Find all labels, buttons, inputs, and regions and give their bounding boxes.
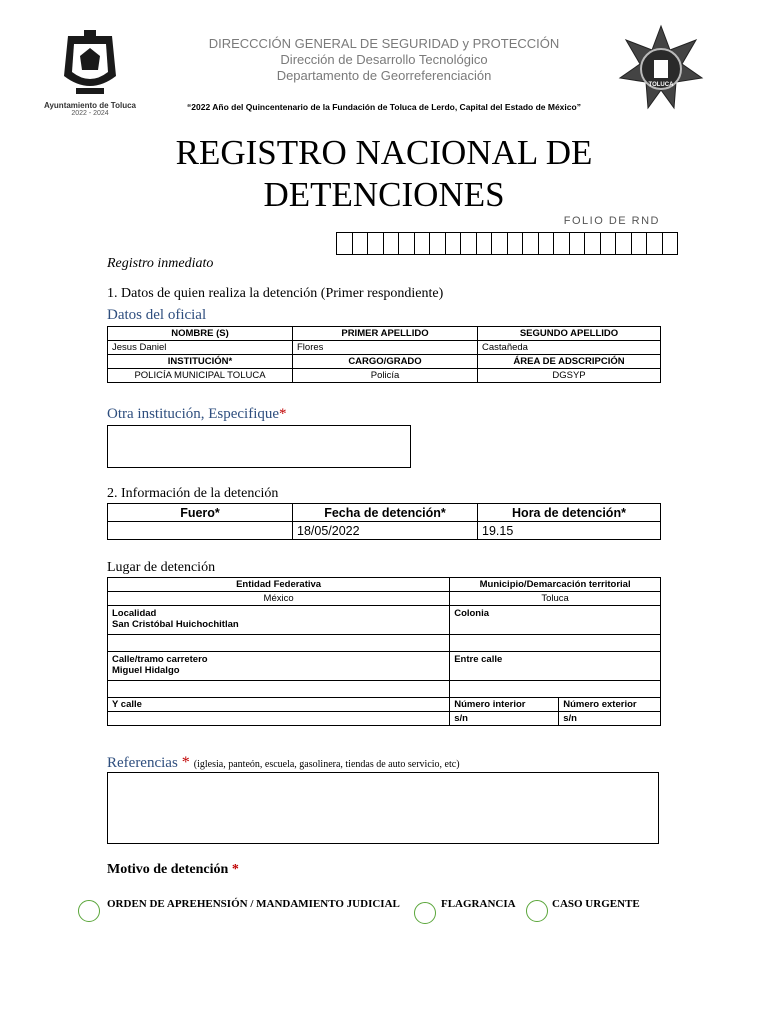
registro-label: Registro inmediato: [107, 256, 214, 271]
section1-heading: 1. Datos de quien realiza la detención (Primer respondiente): [107, 286, 444, 301]
header-line1: DIRECCCIÓN GENERAL DE SEGURIDAD y PROTECCIÓN: [208, 36, 560, 51]
nombre-field[interactable]: Jesus Daniel: [108, 341, 293, 355]
caso-urgente-option-label: CASO URGENTE: [552, 898, 640, 910]
lugar-heading: Lugar de detención: [107, 560, 216, 575]
police-star-icon: [618, 24, 704, 110]
flagrancia-radio[interactable]: [414, 902, 436, 924]
header-motto: “2022 Año del Quincentenario de la Fundación de Toluca de Lerdo, Capital del Estado de México”: [187, 102, 581, 112]
motivo-label: [107, 862, 239, 878]
calle-cell[interactable]: [108, 652, 450, 681]
institucion-field[interactable]: POLICÍA MUNICIPAL TOLUCA: [108, 369, 293, 383]
area-field[interactable]: DGSYP: [478, 369, 661, 383]
col-hora-header: Hora de detención*: [478, 504, 661, 522]
header-line2: Dirección de Desarrollo Tecnológico: [280, 52, 488, 67]
required-asterisk: *: [181, 754, 190, 771]
entre-calle-extra-field[interactable]: [450, 681, 661, 698]
entre-calle-cell[interactable]: [450, 652, 661, 681]
police-badge-logo: [618, 24, 704, 110]
referencias-label: [107, 754, 460, 772]
colonia-label: Colonia: [454, 608, 490, 619]
num-ext-label: Número exterior: [559, 698, 661, 712]
otra-label-text: Otra institución, Especifique: [107, 406, 280, 422]
colonia-extra-field[interactable]: [450, 635, 661, 652]
ycalle-label: Y calle: [108, 698, 450, 712]
coat-of-arms-icon: [40, 26, 140, 98]
num-ext-field[interactable]: s/n: [559, 712, 661, 726]
num-int-label: Número interior: [450, 698, 559, 712]
calle-value: Miguel Hidalgo: [112, 665, 180, 676]
col-area-header: ÁREA DE ADSCRIPCIÓN: [478, 355, 661, 369]
calle-extra-field[interactable]: [108, 681, 450, 698]
hora-field[interactable]: 19.15: [478, 522, 661, 540]
detencion-table: [107, 503, 661, 540]
motivo-label-text: Motivo de detención: [107, 862, 229, 877]
col-fuero-header: Fuero*: [108, 504, 293, 522]
orden-option-label: ORDEN DE APREHENSIÓN / MANDAMIENTO JUDICIAL: [107, 898, 400, 910]
col-apellido1-header: PRIMER APELLIDO: [293, 327, 478, 341]
localidad-extra-field[interactable]: [108, 635, 450, 652]
apellido1-field[interactable]: Flores: [293, 341, 478, 355]
section2-heading: 2. Información de la detención: [107, 486, 279, 501]
referencias-input[interactable]: [107, 772, 659, 844]
datos-oficial-heading: Datos del oficial: [107, 307, 207, 323]
col-institucion-header: INSTITUCIÓN*: [108, 355, 293, 369]
localidad-value: San Cristóbal Huichochitlan: [112, 619, 239, 630]
referencias-label-text: Referencias: [107, 755, 178, 771]
left-logo-years: 2022 - 2024: [71, 110, 109, 117]
required-asterisk: *: [279, 406, 287, 422]
page-title: [100, 132, 668, 216]
title-line1: REGISTRO NACIONAL DE: [175, 133, 593, 172]
col-cargo-header: CARGO/GRADO: [293, 355, 478, 369]
folio-input-boxes[interactable]: [337, 232, 678, 255]
ycalle-field[interactable]: [108, 712, 450, 726]
fuero-field[interactable]: [108, 522, 293, 540]
folio-label: FOLIO DE RND: [563, 215, 660, 227]
oficial-table: [107, 326, 661, 383]
left-logo-text: Ayuntamiento de Toluca: [43, 101, 136, 110]
otra-institucion-input[interactable]: [107, 425, 411, 468]
entre-calle-label: Entre calle: [454, 654, 503, 665]
referencias-hint: (iglesia, panteón, escuela, gasolinera, tiendas de auto servicio, etc): [193, 759, 460, 770]
entidad-field[interactable]: México: [108, 592, 450, 606]
col-fecha-header: Fecha de detención*: [293, 504, 478, 522]
col-entidad-header: Entidad Federativa: [108, 578, 450, 592]
num-int-field[interactable]: s/n: [450, 712, 559, 726]
col-nombre-header: NOMBRE (S): [108, 327, 293, 341]
lugar-table: [107, 577, 661, 726]
municipio-field[interactable]: Toluca: [450, 592, 661, 606]
flagrancia-option-label: FLAGRANCIA: [441, 898, 516, 910]
col-municipio-header: Municipio/Demarcación territorial: [450, 578, 661, 592]
otra-institucion-label: [107, 406, 287, 423]
caso-urgente-radio[interactable]: [526, 900, 548, 922]
title-line2: DETENCIONES: [263, 175, 505, 214]
toluca-logo: [40, 26, 140, 117]
cargo-field[interactable]: Policía: [293, 369, 478, 383]
apellido2-field[interactable]: Castañeda: [478, 341, 661, 355]
required-asterisk: *: [231, 862, 239, 877]
right-logo-text: TOLUCA: [648, 82, 674, 88]
localidad-cell[interactable]: [108, 606, 450, 635]
col-apellido2-header: SEGUNDO APELLIDO: [478, 327, 661, 341]
calle-label: Calle/tramo carretero: [112, 654, 208, 665]
orden-radio[interactable]: [78, 900, 100, 922]
header-line3: Departamento de Georreferenciación: [276, 68, 492, 83]
fecha-field[interactable]: 18/05/2022: [293, 522, 478, 540]
localidad-label: Localidad: [112, 608, 157, 619]
colonia-cell[interactable]: [450, 606, 661, 635]
